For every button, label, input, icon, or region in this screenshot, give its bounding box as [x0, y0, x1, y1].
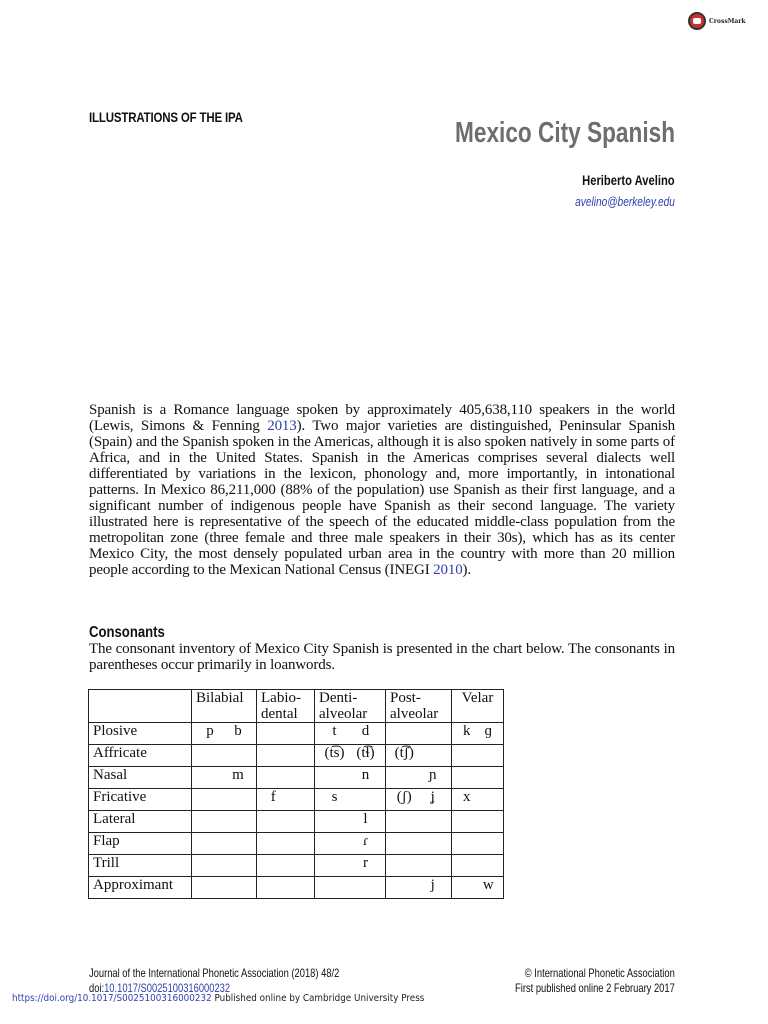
table-row [89, 745, 504, 767]
table-cell [315, 855, 386, 877]
ipa-symbol: ʝ [430, 789, 435, 805]
table-cell [192, 855, 257, 877]
table-cell [452, 877, 504, 899]
table-cell [386, 811, 452, 833]
table-row [89, 767, 504, 789]
row-label: Plosive [89, 723, 192, 745]
table-cell [452, 767, 504, 789]
crossmark-icon [688, 12, 706, 30]
bottom-doi-strip [12, 993, 424, 1004]
table-cell [315, 767, 386, 789]
table-row [89, 789, 504, 811]
table-row [89, 811, 504, 833]
ipa-symbol: (t͡ɬ) [356, 745, 375, 761]
table-cell [192, 767, 257, 789]
bottom-publisher-note: Published online by Cambridge University Press [211, 993, 425, 1004]
ipa-symbol: m [232, 767, 244, 783]
table-row [89, 723, 504, 745]
table-cell [386, 833, 452, 855]
table-row [89, 877, 504, 899]
row-label: Approximant [89, 877, 192, 899]
table-cell [386, 789, 452, 811]
column-header-dentialveolar: Denti- alveolar [315, 690, 386, 723]
row-label: Lateral [89, 811, 192, 833]
table-cell [386, 723, 452, 745]
bottom-doi-link[interactable]: https://doi.org/10.1017/S0025100316000232 [12, 993, 212, 1004]
ipa-symbol: r [363, 855, 368, 871]
ipa-symbol: (t͡s) [324, 745, 345, 761]
table-cell [315, 833, 386, 855]
table-body [89, 723, 504, 899]
table-cell [315, 789, 386, 811]
table-row [89, 833, 504, 855]
table-cell [192, 811, 257, 833]
ipa-symbol: l [363, 811, 368, 827]
ipa-symbol: (t͡ʃ) [394, 745, 414, 761]
consonants-heading: Consonants [89, 624, 165, 641]
ipa-symbol: ɾ [363, 833, 368, 849]
row-label: Trill [89, 855, 192, 877]
column-header-postalveolar: Post- alveolar [386, 690, 452, 723]
table-header-row [89, 690, 504, 723]
table-cell [452, 855, 504, 877]
table-cell [452, 811, 504, 833]
author-name: Heriberto Avelino [582, 172, 675, 188]
crossmark-label: CrossMark [709, 17, 746, 25]
table-cell [192, 789, 257, 811]
row-label: Flap [89, 833, 192, 855]
ipa-symbol: f [270, 789, 276, 805]
table-cell [315, 723, 386, 745]
ipa-symbol: t [332, 723, 337, 739]
table-cell [315, 745, 386, 767]
table-row [89, 855, 504, 877]
table-cell [386, 767, 452, 789]
ipa-symbol: ɡ [484, 723, 492, 739]
consonants-paragraph: The consonant inventory of Mexico City Spanish is presented in the chart below. The consonants in parentheses occur primarily in loanwords. [89, 641, 675, 673]
footer-doi: doi:10.1017/S0025100316000232 [89, 981, 231, 995]
table-cell [386, 877, 452, 899]
table-cell [386, 855, 452, 877]
table-cell [257, 877, 315, 899]
intro-text-3: ). [462, 562, 471, 578]
table-cell [452, 833, 504, 855]
ipa-symbol: n [361, 767, 370, 783]
row-label: Affricate [89, 745, 192, 767]
consonant-chart [88, 689, 504, 899]
column-header-labiodental: Labio- dental [257, 690, 315, 723]
ipa-symbol: k [463, 723, 471, 739]
ipa-symbol: s [331, 789, 338, 805]
doi-link[interactable]: 10.1017/S0025100316000232 [104, 981, 231, 995]
table-corner-cell [89, 690, 192, 723]
table-cell [192, 723, 257, 745]
table-cell [315, 877, 386, 899]
ipa-symbol: (ʃ) [396, 789, 412, 805]
table-cell [192, 745, 257, 767]
table-cell [257, 833, 315, 855]
ipa-symbol: ɲ [429, 767, 437, 783]
table-cell [257, 745, 315, 767]
footer-publication-info [515, 966, 675, 996]
crossmark-badge[interactable] [688, 12, 746, 30]
table-cell [452, 723, 504, 745]
author-email-link[interactable]: avelino@berkeley.edu [575, 194, 675, 209]
section-label: ILLUSTRATIONS OF THE IPA [89, 109, 243, 125]
column-header-velar: Velar [452, 690, 504, 723]
intro-text-2: ). Two major varieties are distinguished, Peninsular Spanish (Spain) and the Spanish spoken in the Americas, although it is also spoken natively in some parts of Africa, and in the United States. Spanish in the Americas comprises several dialects well differentiated by variations in the lexicon, phonology and, more importantly, in intonational patterns. In Mexico 86,211,000 (88% of the population) use Spanish as their first language, and a significant number of indigenous people have Spanish as their second language. The variety illustrated here is representative of the speech of the educated middle-class population from the metropolitan zone (three female and three male speakers in their 30s), which has as its center Mexico City, the most densely populated urban area in the country with more than 20 million people according to the Mexican National Census (INEGI [89, 418, 675, 578]
footer-published-date: First published online 2 February 2017 [515, 981, 675, 995]
table-cell [257, 811, 315, 833]
column-header-bilabial: Bilabial [192, 690, 257, 723]
intro-paragraph [89, 402, 675, 578]
intro-text-1: Spanish is a Romance language spoken by approximately 405,638,110 speakers in the world (Lewis, Simons & Fenning [89, 402, 675, 434]
ipa-symbol: j [430, 877, 435, 893]
ipa-symbol: x [463, 789, 471, 805]
row-label: Fricative [89, 789, 192, 811]
table-cell [386, 745, 452, 767]
article-title: Mexico City Spanish [455, 117, 675, 149]
row-label: Nasal [89, 767, 192, 789]
ipa-symbol: p [206, 723, 214, 739]
ipa-symbol: d [361, 723, 370, 739]
table-cell [257, 855, 315, 877]
table-cell [257, 767, 315, 789]
table-cell [192, 877, 257, 899]
footer-journal-info [89, 966, 339, 996]
table-cell [452, 789, 504, 811]
table-cell [257, 789, 315, 811]
table-cell [315, 811, 386, 833]
footer-copyright: © International Phonetic Association [525, 966, 675, 980]
table-cell [192, 833, 257, 855]
footer-journal: Journal of the International Phonetic Association (2018) 48/2 [89, 966, 340, 980]
table-cell [452, 745, 504, 767]
table-cell [257, 723, 315, 745]
citation-link-2010[interactable]: 2010 [433, 562, 463, 578]
ipa-symbol: w [482, 877, 494, 893]
ipa-symbol: b [234, 723, 242, 739]
citation-link-2013[interactable]: 2013 [267, 418, 297, 434]
